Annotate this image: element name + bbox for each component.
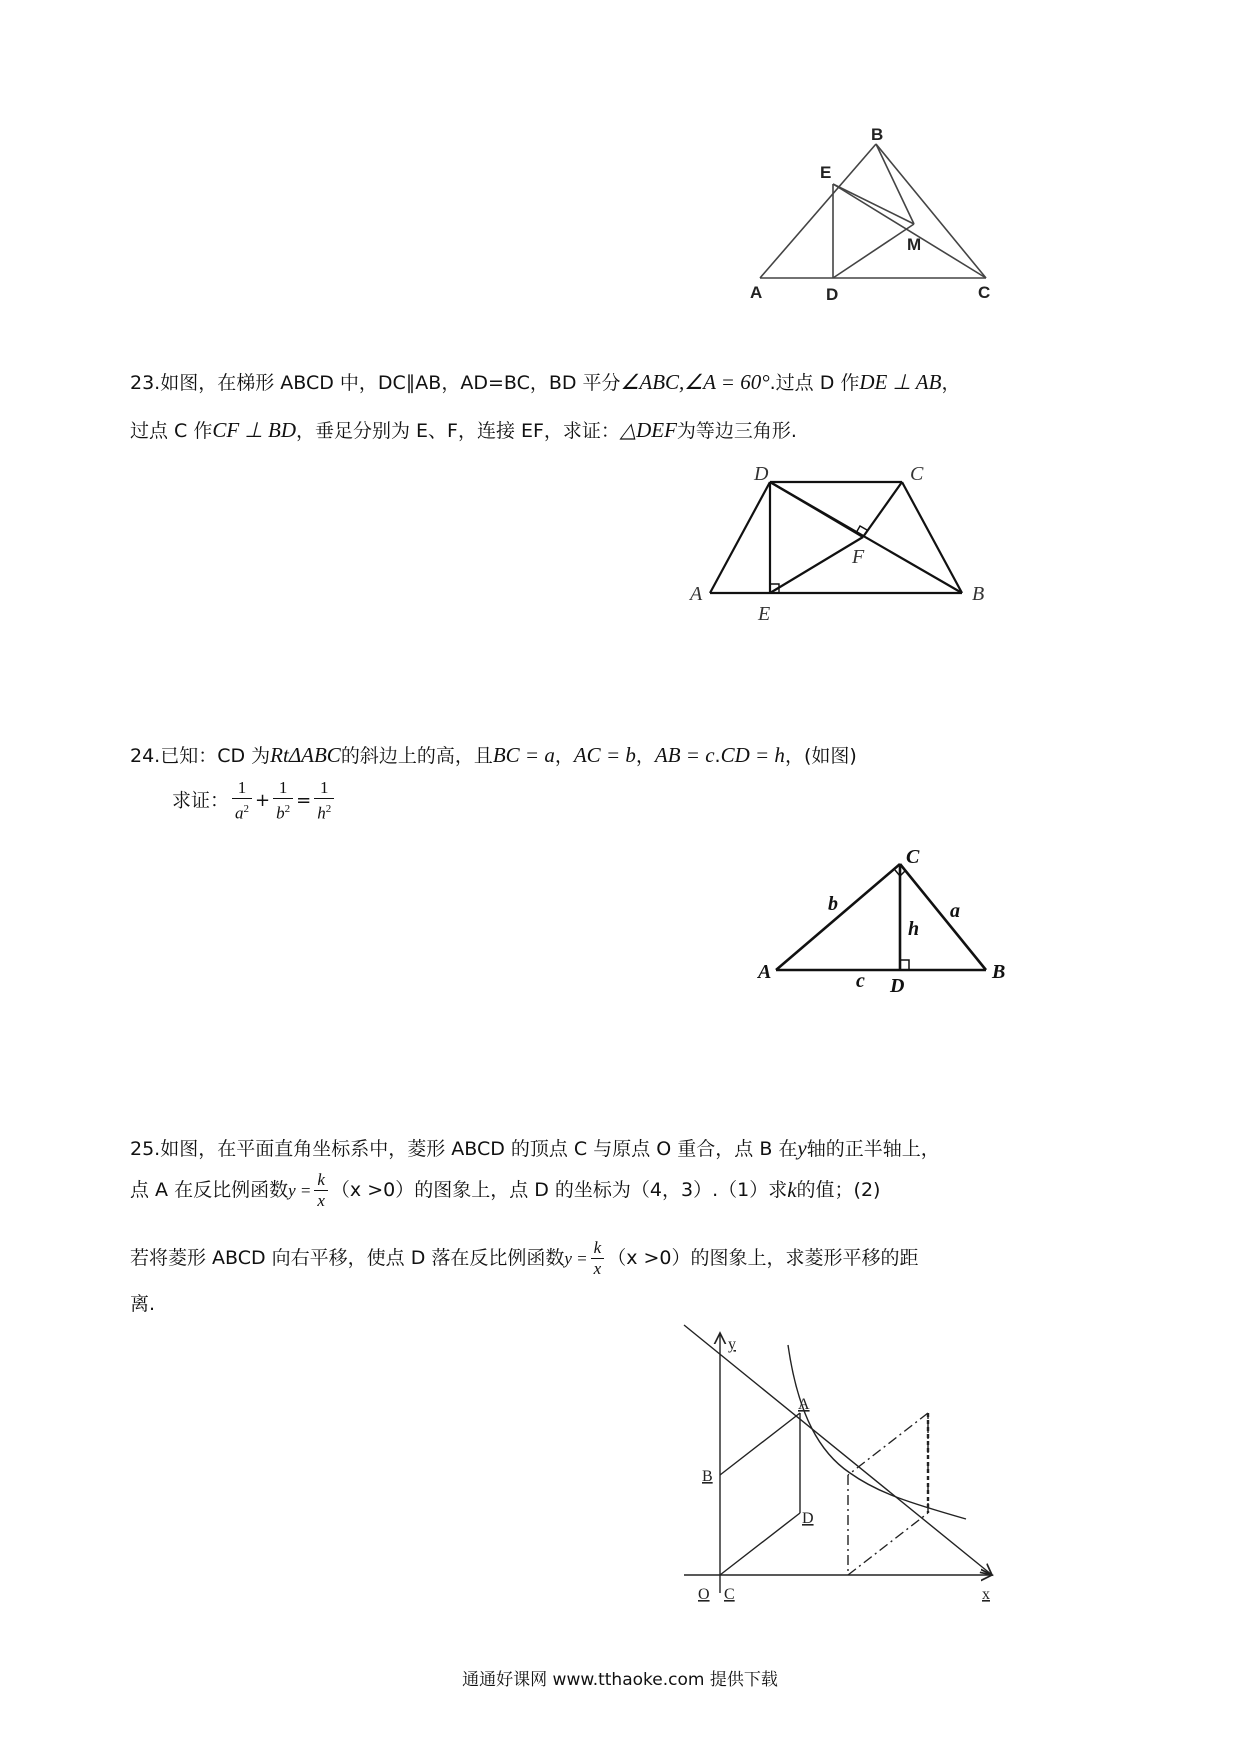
label-a: A xyxy=(798,1396,810,1413)
label-e: E xyxy=(758,603,771,625)
q25-func-lhs: y = xyxy=(288,1181,312,1200)
label-d: D xyxy=(754,463,769,485)
q25-text-2a: 点 A 在反比例函数 xyxy=(130,1179,289,1201)
label-b: B xyxy=(702,1468,713,1485)
x-axis xyxy=(684,1325,992,1575)
footer: 通通好课网 www.tthaoke.com 提供下载 xyxy=(462,1670,778,1690)
q24-eq-bc: BC = a xyxy=(492,743,555,767)
label-a: A xyxy=(758,961,772,983)
label-c: C xyxy=(978,283,991,302)
shifted-segment-cd xyxy=(848,1513,928,1575)
figure-trapezoid xyxy=(670,460,1010,630)
label-c: C xyxy=(906,846,920,868)
q24-number: 24. xyxy=(130,745,161,767)
q24-math-rt: RtΔABC xyxy=(270,743,341,767)
label-side-a: a xyxy=(950,900,960,922)
label-o: O xyxy=(698,1586,710,1603)
q25-var-y: y xyxy=(797,1136,807,1160)
label-d: D xyxy=(802,1510,814,1527)
segment-cf xyxy=(863,482,902,537)
q24-fraction-a: $\frac{1}{a^2}$ xyxy=(232,778,252,824)
label-side-b: b xyxy=(828,893,838,915)
q25-text-3b: 的图象上，求菱形平移的距 xyxy=(690,1247,919,1269)
q25-text-2b: 的图象上，点 D 的坐标为（4，3）.（1）求 xyxy=(414,1179,788,1201)
label-a: A xyxy=(750,283,763,302)
q23-line1 xyxy=(130,372,960,393)
segment-bc xyxy=(876,144,986,278)
q24-sep2: ， xyxy=(635,745,655,767)
label-a: A xyxy=(690,583,703,605)
segment-dm xyxy=(833,224,914,278)
q25-condition-2: （x >0） xyxy=(607,1247,691,1269)
q25-line3 xyxy=(130,1238,919,1279)
q25-text-1a: 如图，在平面直角坐标系中，菱形 ABCD 的顶点 C 与原点 O 重合，点 B 在 xyxy=(160,1138,798,1160)
q25-text-2c: 的值；(2) xyxy=(796,1179,881,1201)
shifted-segment-ab xyxy=(848,1413,928,1475)
q23-math-def: △DEF xyxy=(619,418,677,442)
label-d: D xyxy=(826,285,839,304)
label-y: y xyxy=(728,1336,736,1353)
q24-eq-ac: AC = b xyxy=(573,743,636,767)
q24-text-1c: ，(如图) xyxy=(784,745,857,767)
q25-func-fraction-2: $\frac{k}{x}$ xyxy=(591,1238,605,1279)
q23-text-2b: ，垂足分别为 E、F，连接 EF，求证： xyxy=(295,420,620,442)
segment-cb xyxy=(900,864,986,970)
q24-fraction-b: $\frac{1}{b^2}$ xyxy=(273,778,293,824)
q24-text-1a: 已知：CD 为 xyxy=(160,745,271,767)
q25-var-k: k xyxy=(787,1178,797,1202)
q24-fraction-h: $\frac{1}{h^2}$ xyxy=(314,778,334,824)
q24-eq-ab: AB = c xyxy=(654,743,715,767)
q24-line2 xyxy=(172,778,337,824)
figure-coordinate-rhombus xyxy=(680,1325,1020,1625)
q23-text-2a: 过点 C 作 xyxy=(130,420,213,442)
q23-text-1b: .过点 D 作 xyxy=(769,372,860,394)
q25-text-4: 离. xyxy=(130,1293,156,1315)
label-c: C xyxy=(724,1586,735,1603)
figure-triangle-em xyxy=(730,120,1030,310)
segment-ec xyxy=(833,184,986,278)
q23-number: 23. xyxy=(130,372,161,394)
segment-cd xyxy=(720,1513,800,1575)
segment-ab xyxy=(760,144,876,278)
label-c: C xyxy=(910,463,924,485)
segment-ad xyxy=(710,482,770,593)
q23-line2 xyxy=(130,420,797,441)
label-f: F xyxy=(852,546,865,568)
label-e: E xyxy=(820,163,832,182)
q25-number: 25. xyxy=(130,1138,161,1160)
label-d: D xyxy=(890,975,905,997)
label-side-h: h xyxy=(908,918,920,940)
q24-plus: + xyxy=(255,789,271,811)
q24-eq-cd: CD = h xyxy=(720,743,785,767)
q25-line1 xyxy=(130,1138,940,1159)
q23-math-angle: ∠ABC,∠A = 60° xyxy=(620,370,770,394)
label-b: B xyxy=(871,125,884,144)
label-b: B xyxy=(972,583,985,605)
q25-condition: （x >0） xyxy=(330,1179,415,1201)
segment-ef xyxy=(770,537,863,593)
label-m: M xyxy=(907,235,922,254)
figure-right-triangle xyxy=(740,830,1020,1010)
q23-text-1c: ， xyxy=(941,372,961,394)
segment-ab xyxy=(720,1413,800,1475)
q25-text-1b: 轴的正半轴上， xyxy=(806,1138,940,1160)
q23-text-2c: 为等边三角形. xyxy=(676,420,797,442)
q24-sep1: ， xyxy=(554,745,574,767)
q24-sep3: . xyxy=(714,745,721,767)
hyperbola-curve xyxy=(788,1345,966,1519)
q24-text-1b: 的斜边上的高，且 xyxy=(340,745,493,767)
label-x: x xyxy=(982,1586,990,1603)
q25-func-fraction: $\frac{k}{x}$ xyxy=(314,1170,328,1211)
segment-ac xyxy=(776,864,900,970)
q24-equals: = xyxy=(296,789,312,811)
segment-em xyxy=(833,184,914,224)
right-angle-d xyxy=(900,960,909,970)
q25-text-3a: 若将菱形 ABCD 向右平移，使点 D 落在反比例函数 xyxy=(130,1247,565,1269)
q25-func-lhs-2: y = xyxy=(564,1249,588,1268)
label-b: B xyxy=(992,961,1006,983)
q25-line4 xyxy=(130,1295,155,1314)
label-side-c: c xyxy=(856,970,865,992)
q23-math-cf-bd: CF ⊥ BD xyxy=(212,418,296,442)
q24-prove: 求证： xyxy=(172,789,230,812)
q23-text-1a: 如图，在梯形 ABCD 中，DC∥AB，AD=BC，BD 平分 xyxy=(160,372,621,394)
segment-df-extra xyxy=(770,482,863,537)
q25-line2 xyxy=(130,1170,880,1211)
q24-line1 xyxy=(130,745,857,766)
q23-math-de-ab: DE ⊥ AB xyxy=(859,370,942,394)
